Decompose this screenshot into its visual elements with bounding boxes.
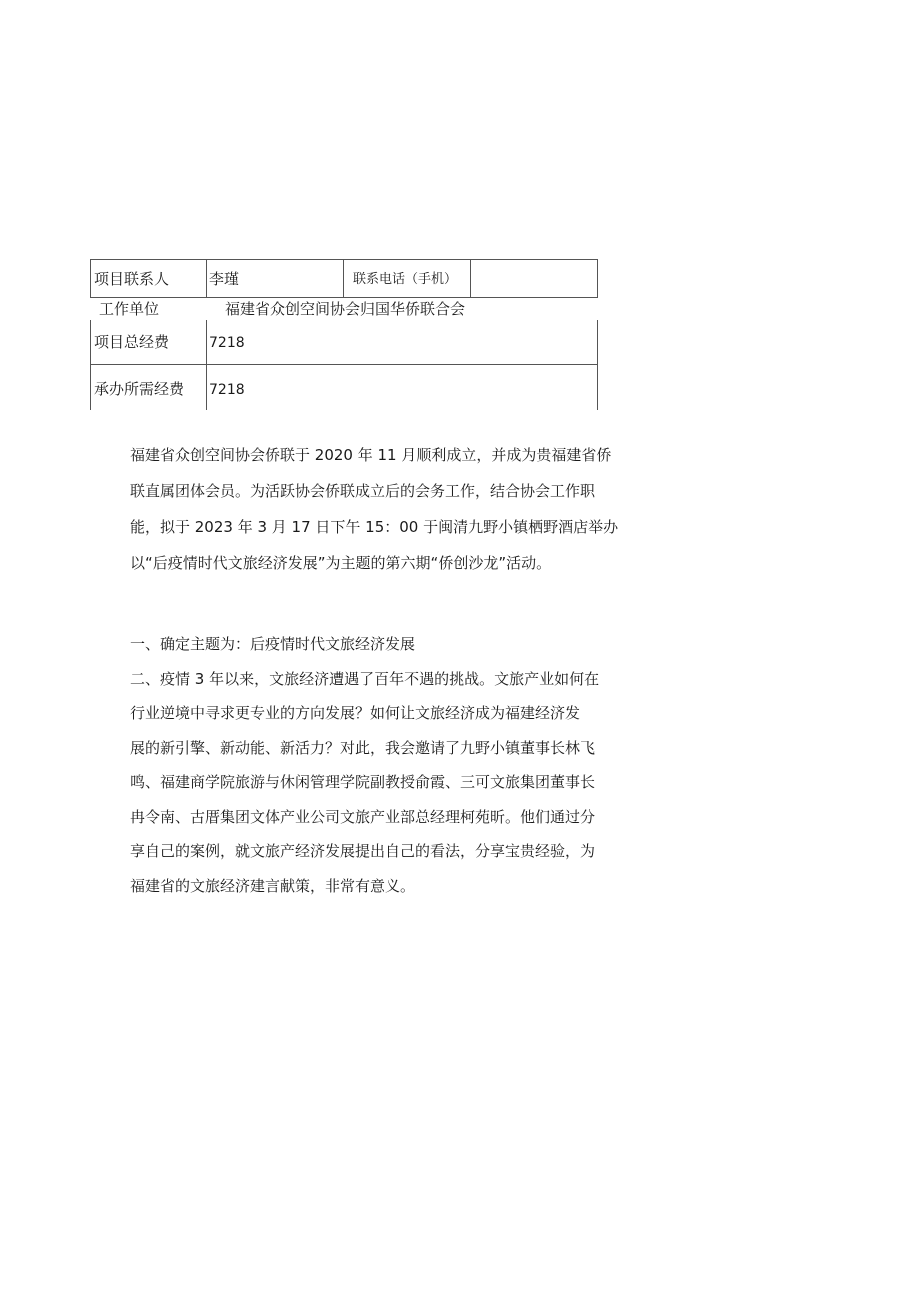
intro-line: 能，拟于 2023 年 3 月 17 日下午 15：00 于闽清九野小镇栖野酒店举办 [130,518,619,536]
host-budget-label: 承办所需经费 [94,380,185,398]
table-col3-divider [470,259,471,298]
intro-line: 联直属团体会员。为活跃协会侨联成立后的会务工作，结合协会工作职 [130,482,596,500]
total-budget-value: 7218 [209,335,245,351]
body-line: 享自己的案例，就文旅产经济发展提出自己的看法，分享宝贵经验，为 [130,842,596,860]
table-left-border-lower [90,320,91,410]
body-section [130,627,610,903]
table-row3-divider [90,364,598,365]
unit-value: 福建省众创空间协会归国华侨联合会 [225,300,466,318]
unit-label: 工作单位 [99,300,160,318]
table-right-border [597,259,598,298]
body-line: 冉令南、古厝集团文体产业公司文旅产业部总经理柯苑昕。他们通过分 [130,807,596,826]
body-line: 一、确定主题为：后疫情时代文旅经济发展 [130,635,416,653]
intro-line: 以“后疫情时代文旅经济发展”为主题的第六期“侨创沙龙”活动。 [130,554,552,572]
table-col1-divider [206,259,207,298]
contact-label: 项目联系人 [94,270,170,288]
phone-label: 联系电话（手机） [353,272,458,287]
table-col1-divider-lower [206,320,207,410]
body-line: 二、疫情 3 年以来，文旅经济遭遇了百年不遇的挑战。文旅产业如何在 [130,669,600,688]
body-line: 鸣、福建商学院旅游与休闲管理学院副教授俞霞、三可文旅集团董事长 [130,773,596,791]
table-row1-bottom-border [90,297,598,298]
table-right-border-lower [597,320,598,410]
total-budget-label: 项目总经费 [94,333,170,351]
table-top-border [90,259,598,260]
body-line: 福建省的文旅经济建言献策，非常有意义。 [130,876,416,895]
table-col2-divider [343,259,344,298]
contact-value: 李瑾 [209,270,240,288]
intro-paragraph [130,437,619,581]
intro-line: 福建省众创空间协会侨联于 2020 年 11 月顺利成立，并成为贵福建省侨 [130,446,612,464]
body-line: 行业逆境中寻求更专业的方向发展？如何让文旅经济成为福建经济发 [130,704,581,722]
host-budget-value: 7218 [209,382,245,398]
table-left-border [90,259,91,298]
body-line: 展的新引擎、新动能、新活力？对此，我会邀请了九野小镇董事长林飞 [130,738,596,757]
